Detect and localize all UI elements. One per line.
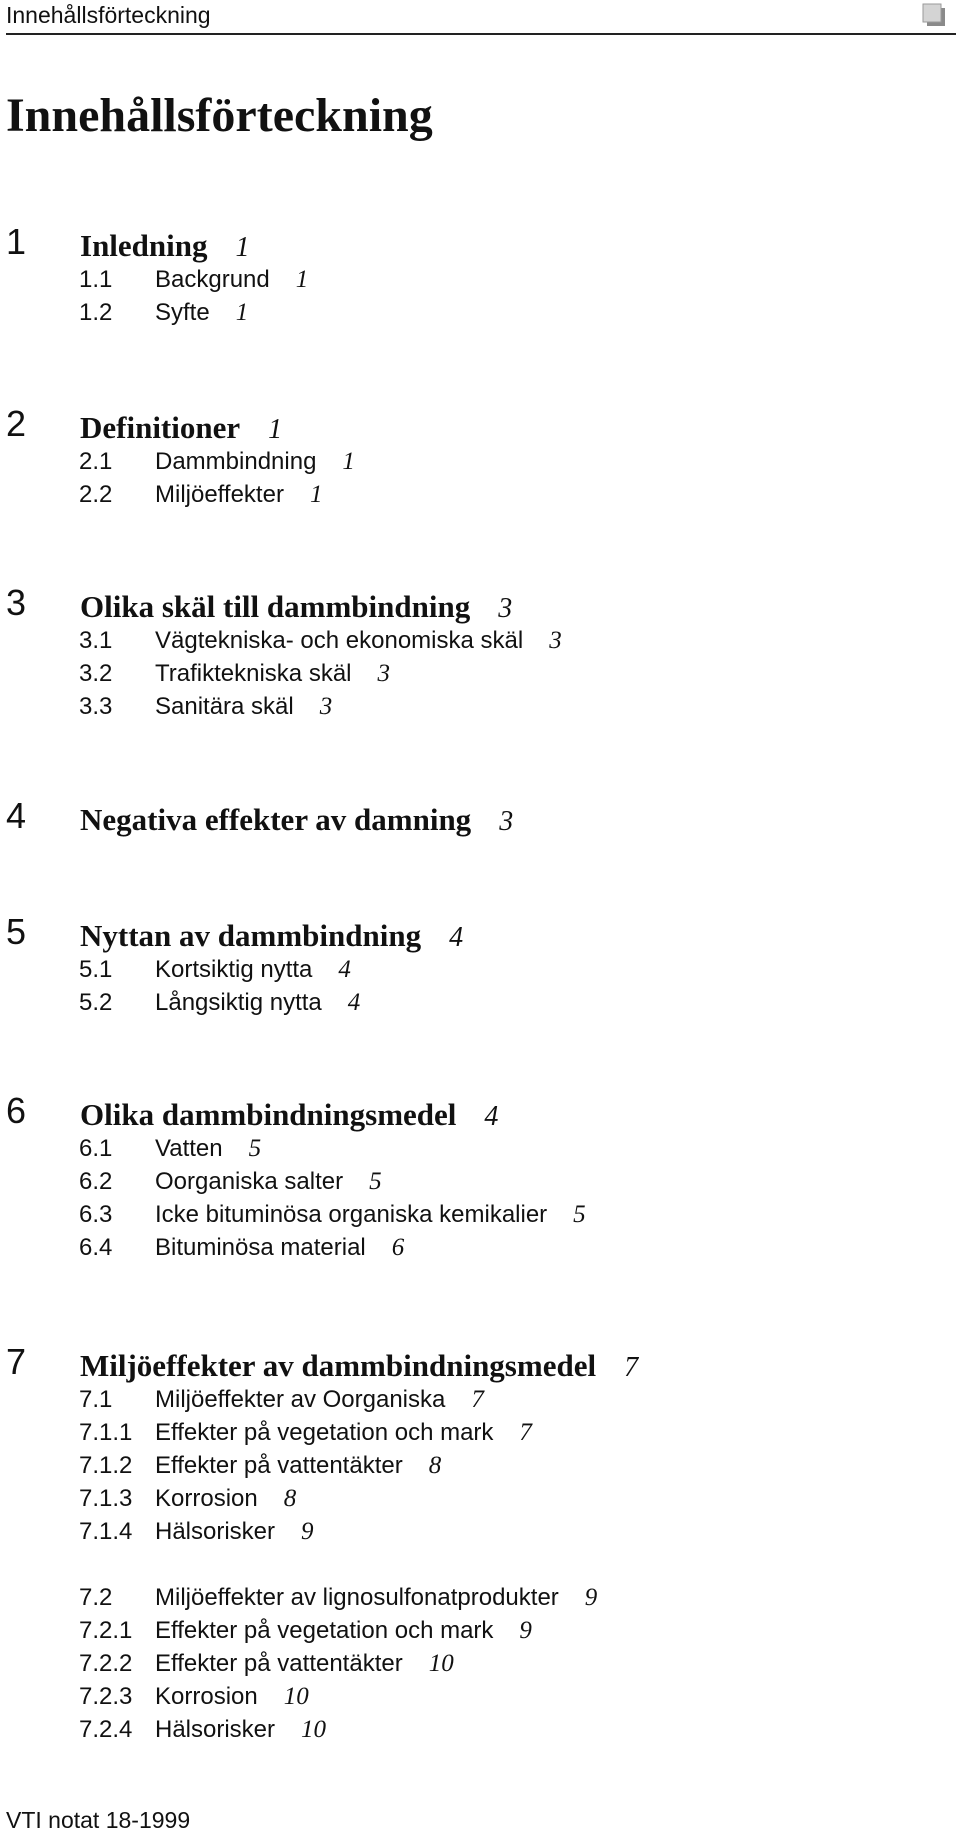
toc-entry-label-wrap: [155, 1517, 314, 1547]
toc-entry-label-wrap: [155, 1484, 296, 1514]
toc-entry-page-number: 1: [309, 481, 323, 508]
toc-entry-label: Definitioner: [80, 410, 241, 445]
toc-entry-number: 7.2.2: [79, 1650, 133, 1677]
toc-entry-page-number: 3: [319, 693, 333, 720]
running-header: [6, 0, 956, 35]
toc-entry-label-wrap: [80, 410, 282, 448]
toc-entry-number: 6.2: [79, 1168, 113, 1195]
toc-entry-label-wrap: [155, 626, 562, 656]
toc-entry-label: Miljöeffekter av lignosulfonatprodukter: [155, 1584, 559, 1611]
toc-entry-label: Dammbindning: [155, 448, 317, 475]
toc-entry-number: 6.1: [79, 1135, 113, 1162]
toc-entry-label-wrap: [80, 228, 250, 266]
toc-entry-page-number: 10: [301, 1716, 327, 1743]
toc-entry-label: Backgrund: [155, 266, 270, 293]
toc-entry-number: 3.3: [79, 693, 113, 720]
toc-entry-label: Oorganiska salter: [155, 1168, 344, 1195]
toc-entry-number: 6.4: [79, 1234, 113, 1261]
toc-entry-label: Effekter på vegetation och mark: [155, 1419, 494, 1446]
toc-entry-page-number: 1: [295, 266, 309, 293]
toc-entry-page-number: 9: [519, 1617, 532, 1644]
toc-entry-label-wrap: [155, 1418, 532, 1448]
toc-entry-label: Miljöeffekter: [155, 481, 284, 508]
toc-entry-label: Vatten: [155, 1135, 223, 1162]
toc-entry-label: Icke bituminösa organiska kemikalier: [155, 1201, 548, 1228]
toc-entry-page-number: 3: [377, 660, 390, 687]
toc-entry-page-number: 5: [573, 1201, 586, 1228]
toc-entry-label: Kortsiktig nytta: [155, 956, 313, 983]
page-footer: VTI notat 18-1999: [6, 1807, 191, 1833]
toc-entry-number: 6.3: [79, 1201, 113, 1228]
toc-entry-page-number: 7: [519, 1419, 532, 1446]
toc-entry-label: Trafiktekniska skäl: [155, 660, 352, 687]
toc-entry-label-wrap: [155, 298, 248, 328]
toc-entry-label-wrap: [155, 988, 360, 1018]
toc-entry-page-number: 7: [624, 1352, 639, 1383]
toc-entry-number: 5: [6, 911, 27, 952]
toc-entry-page-number: 4: [347, 989, 361, 1016]
toc-entry-label: Effekter på vegetation och mark: [155, 1617, 494, 1644]
toc-entry-label-wrap: [155, 1616, 532, 1646]
toc-entry-number: 4: [6, 795, 27, 836]
toc-entry-label: Negativa effekter av damning: [80, 802, 472, 837]
toc-entry-label: Hälsorisker: [155, 1716, 276, 1743]
toc-entry-number: 6: [6, 1090, 27, 1131]
toc-entry-number: 7.2.3: [79, 1683, 133, 1710]
header-title: Innehållsförteckning: [6, 2, 211, 28]
toc-entry-page-number: 8: [283, 1485, 297, 1512]
toc-entry-label: Olika dammbindningsmedel: [80, 1097, 457, 1132]
page-title: Innehållsförteckning: [6, 89, 433, 142]
toc-entry-label-wrap: [155, 447, 355, 477]
toc-entry-label-wrap: [155, 1167, 382, 1197]
toc-entry-number: 3: [6, 582, 27, 623]
toc-entry-number: 7.2.4: [79, 1716, 133, 1743]
toc-entry-page-number: 1: [235, 299, 249, 326]
toc-entry-number: 1: [6, 221, 27, 262]
toc-entry-page-number: 7: [471, 1386, 484, 1413]
toc-entry-label: Sanitära skäl: [155, 693, 294, 720]
toc-entry-number: 3.1: [79, 627, 113, 654]
page-icon: [922, 3, 946, 27]
toc-entry-page-number: 6: [391, 1234, 405, 1261]
toc-entry-label-wrap: [155, 1451, 441, 1481]
toc-entry-label: Miljöeffekter av Oorganiska: [155, 1386, 446, 1413]
toc-entry-label-wrap: [155, 1583, 597, 1613]
toc-entry-label: Olika skäl till dammbindning: [80, 589, 471, 624]
toc-entry-label-wrap: [80, 1348, 638, 1386]
toc-entry-label: Syfte: [155, 299, 210, 326]
toc-entry-number: 1.1: [79, 266, 113, 293]
toc-entry-label: Nyttan av dammbindning: [80, 918, 422, 953]
toc-entry-page-number: 5: [248, 1135, 262, 1162]
toc-entry-label: Bituminösa material: [155, 1234, 366, 1261]
toc-entry-number: 1.2: [79, 299, 113, 326]
toc-entry-number: 5.1: [79, 956, 113, 983]
toc-entry-number: 7.1.3: [79, 1485, 133, 1512]
toc-entry-label: Korrosion: [155, 1485, 258, 1512]
toc-entry-number: 7.2.1: [79, 1617, 133, 1644]
toc-entry-label-wrap: [80, 802, 513, 840]
toc-entry-page-number: 1: [235, 232, 250, 263]
toc-entry-label-wrap: [155, 1134, 261, 1164]
toc-entry-number: 7.2: [79, 1584, 113, 1611]
toc-entry-label-wrap: [155, 1715, 326, 1745]
toc-entry-label-wrap: [155, 659, 390, 689]
toc-entry-page-number: 3: [499, 806, 514, 837]
toc-entry-label: Effekter på vattentäkter: [155, 1650, 403, 1677]
toc-entry-number: 7: [6, 1341, 27, 1382]
toc-entry-label-wrap: [155, 480, 322, 510]
toc-entry-number: 2.2: [79, 481, 113, 508]
toc-entry-number: 7.1.1: [79, 1419, 133, 1446]
toc-entry-number: 5.2: [79, 989, 113, 1016]
toc-entry-label-wrap: [80, 1097, 498, 1135]
toc-entry-label-wrap: [155, 1200, 586, 1230]
toc-entry-label: Miljöeffekter av dammbindningsmedel: [80, 1348, 597, 1383]
toc-entry-label-wrap: [80, 589, 512, 627]
toc-entry-label-wrap: [155, 1233, 404, 1263]
toc-entry-page-number: 3: [498, 593, 513, 624]
toc-entry-label: Långsiktig nytta: [155, 989, 322, 1016]
toc-entry-label: Korrosion: [155, 1683, 258, 1710]
toc-entry-page-number: 4: [338, 956, 351, 983]
toc-entry-label: Hälsorisker: [155, 1518, 276, 1545]
toc-entry-label-wrap: [155, 265, 308, 295]
toc-entry-label: Vägtekniska- och ekonomiska skäl: [155, 627, 524, 654]
toc-entry-number: 3.2: [79, 660, 113, 687]
toc-entry-label: Inledning: [80, 228, 208, 263]
toc-entry-page-number: 10: [283, 1683, 309, 1710]
toc-entry-page-number: 4: [484, 1101, 499, 1132]
toc-entry-number: 7.1.4: [79, 1518, 133, 1545]
toc-entry-label-wrap: [80, 918, 463, 956]
toc-entry-page-number: 8: [428, 1452, 442, 1479]
toc-entry-number: 7.1: [79, 1386, 113, 1413]
toc-entry-page-number: 3: [549, 627, 562, 654]
toc-entry-page-number: 9: [584, 1584, 598, 1611]
toc-entry-page-number: 1: [342, 448, 355, 475]
toc-entry-page-number: 1: [268, 414, 283, 445]
toc-entry-label-wrap: [155, 1385, 484, 1415]
toc-entry-number: 2.1: [79, 448, 113, 475]
toc-entry-page-number: 9: [301, 1518, 314, 1545]
toc-entry-label-wrap: [155, 1682, 309, 1712]
toc-entry-label-wrap: [155, 955, 351, 985]
toc-entry-label-wrap: [155, 692, 332, 722]
toc-entry-page-number: 4: [449, 922, 464, 953]
toc-entry-page-number: 10: [428, 1650, 454, 1677]
toc-entry-label: Effekter på vattentäkter: [155, 1452, 403, 1479]
toc-entry-page-number: 5: [369, 1168, 382, 1195]
toc-entry-label-wrap: [155, 1649, 454, 1679]
toc-entry-number: 2: [6, 403, 27, 444]
toc-entry-number: 7.1.2: [79, 1452, 133, 1479]
